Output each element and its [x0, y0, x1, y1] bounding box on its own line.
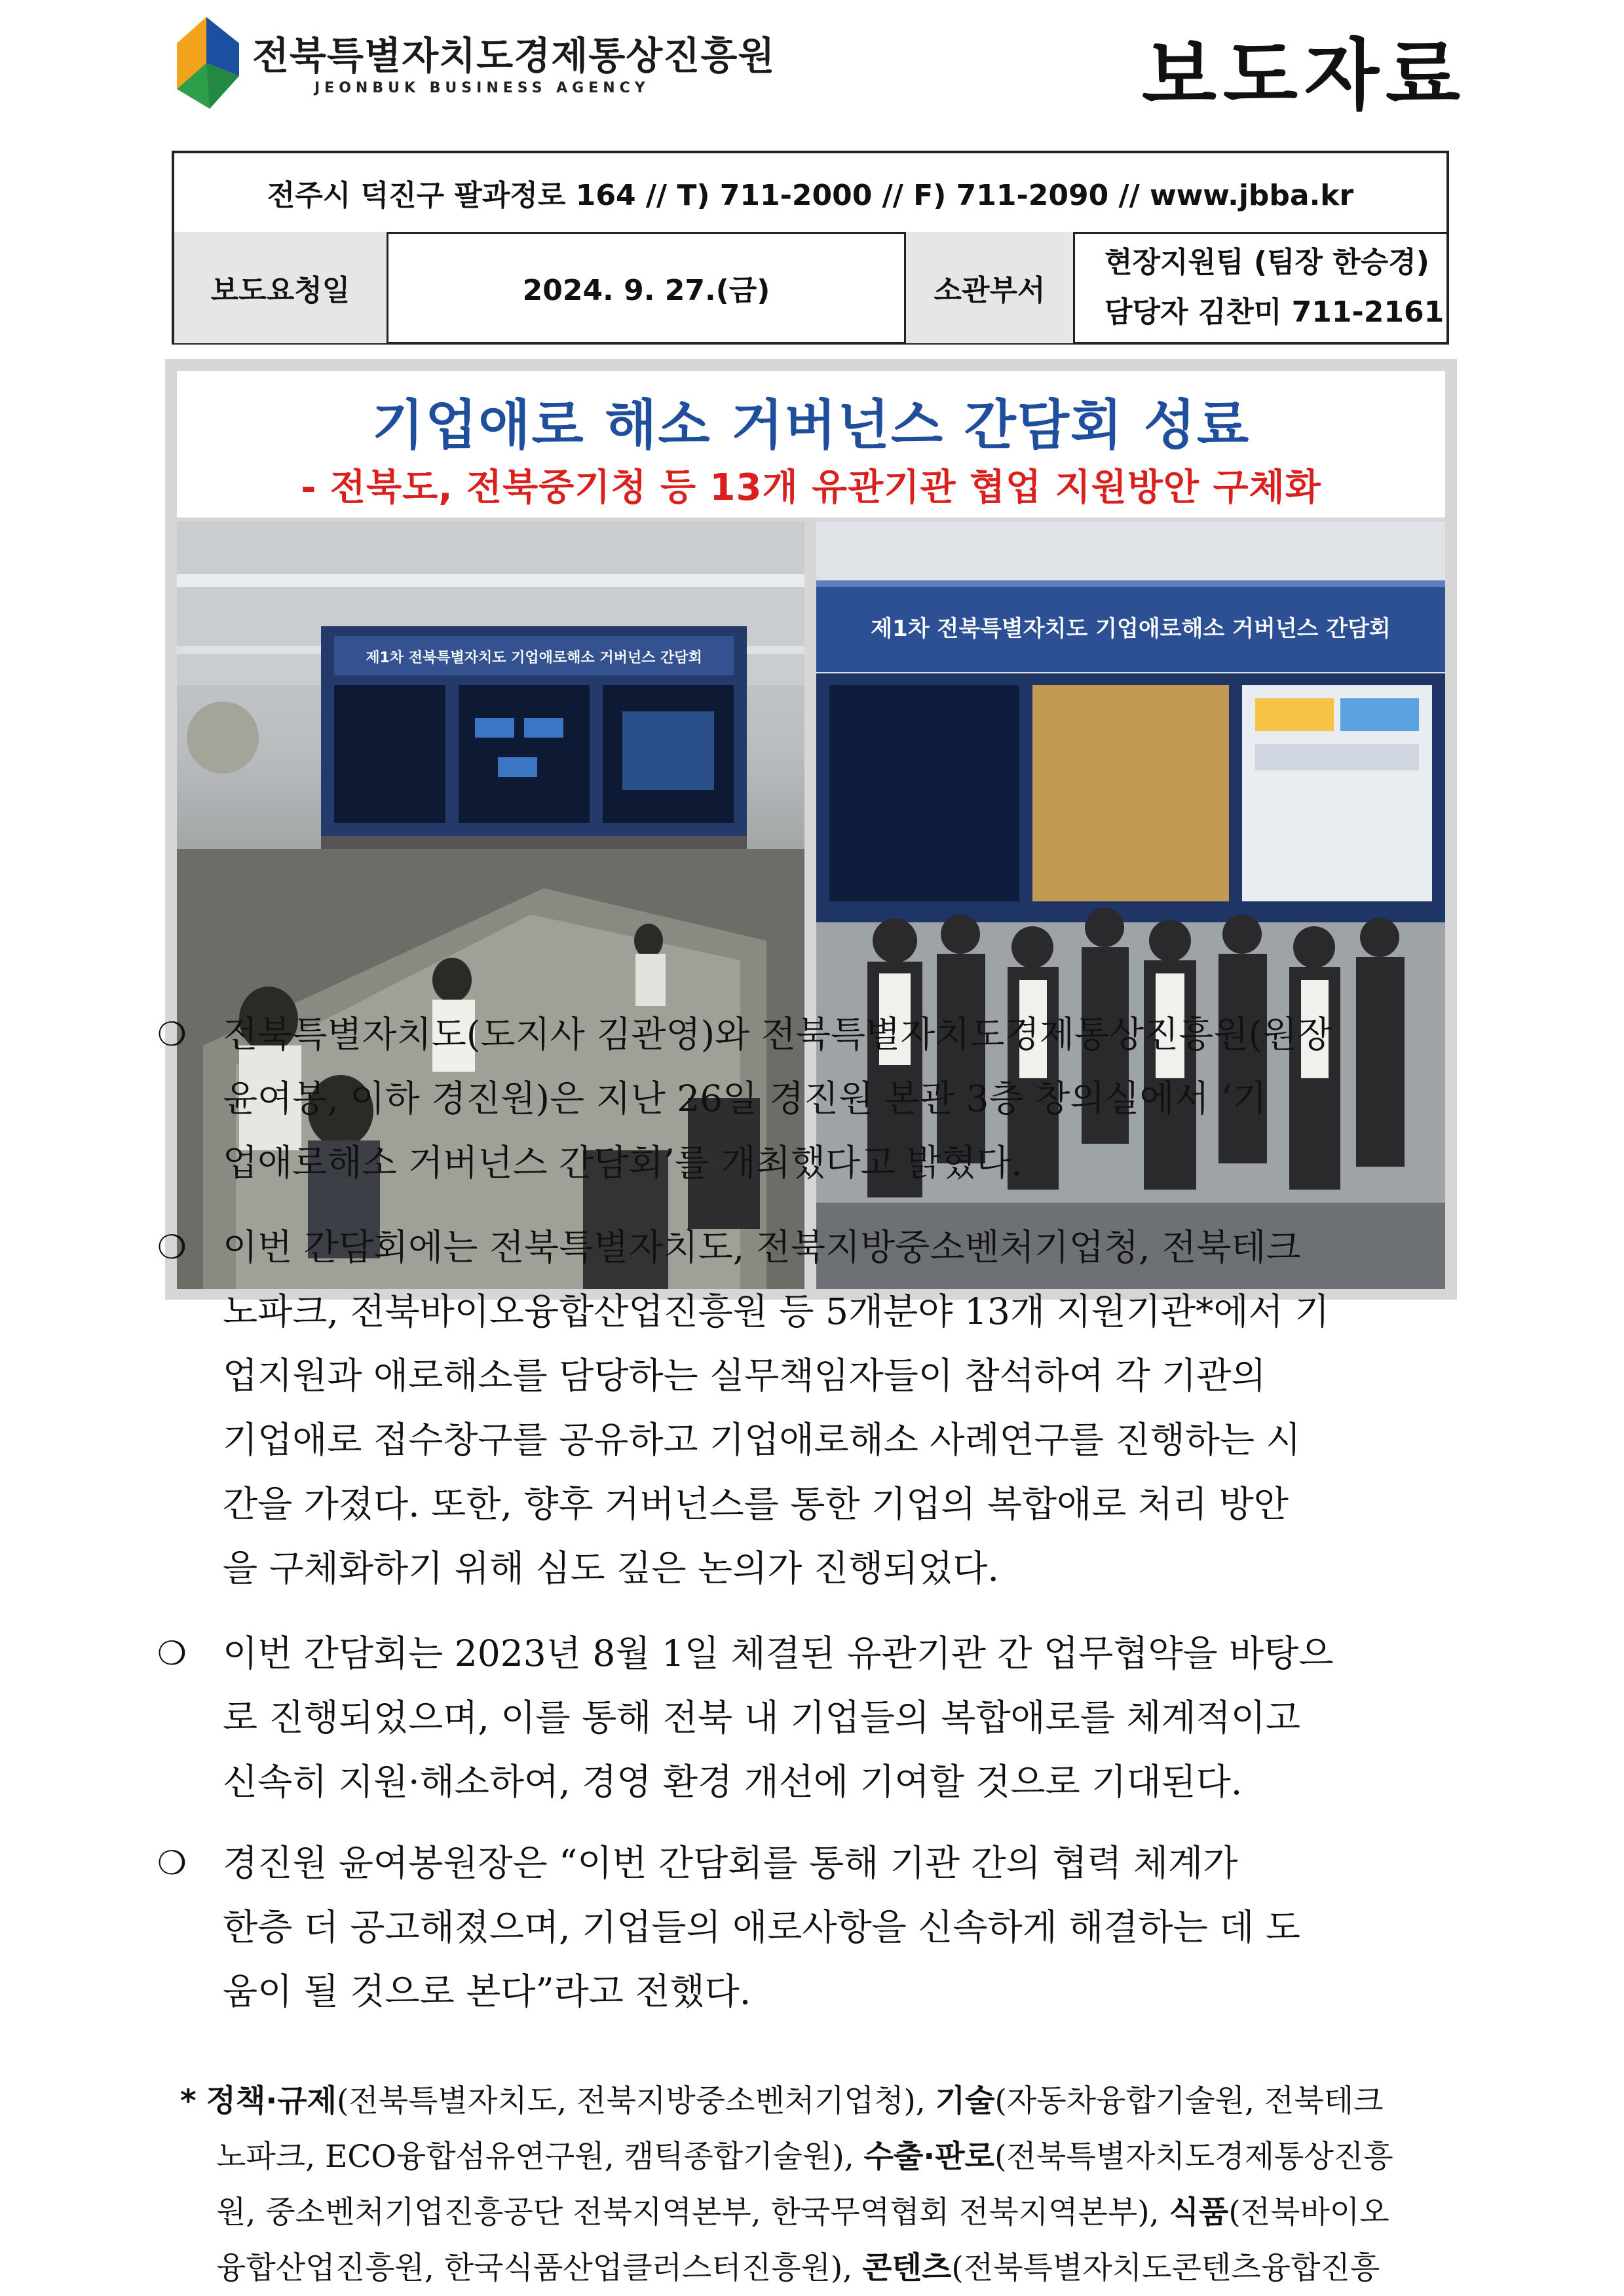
body-paragraph-4 [157, 1831, 1465, 2023]
body-paragraph-1 [157, 1002, 1465, 1195]
footnote-line-1 [180, 2073, 1471, 2129]
paragraph-line: 업지원과 애로해소를 담당하는 실무책임자들이 참석하여 각 기관의 [223, 1355, 1266, 1397]
org-logo [177, 4, 776, 115]
paragraph-line: 로 진행되었으며, 이를 통해 전북 내 기업들의 복합애로를 체계적이고 [223, 1697, 1300, 1739]
footnote-category: 식품 [1169, 2194, 1229, 2230]
paragraph-line: 간을 가졌다. 또한, 향후 거버넌스를 통한 기업의 복합애로 처리 방안 [223, 1483, 1289, 1525]
footnote-line-2 [180, 2129, 1471, 2185]
footnote-orgs: (전북특별자치도경제통상진흥 [994, 2139, 1393, 2175]
headline-inner [177, 371, 1445, 518]
headline-subtitle: - 전북도, 전북중기청 등 13개 유관기관 협업 지원방안 구체화 [301, 466, 1321, 509]
footnote [180, 2073, 1471, 2296]
footnote-orgs: (전북바이오 [1228, 2194, 1389, 2230]
department-label: 소관부서 [906, 232, 1075, 343]
org-logo-icon [177, 4, 242, 115]
department-info [1075, 232, 1446, 343]
body-paragraph-2 [157, 1215, 1465, 1600]
bullet-icon: ❍ [157, 1844, 187, 1882]
request-date: 2024. 9. 27.(금) [388, 232, 906, 343]
footnote-category: 수출·판로 [863, 2139, 995, 2175]
paragraph-line: 노파크, 전북바이오융합산업진흥원 등 5개분야 13개 지원기관*에서 기 [223, 1290, 1330, 1332]
paragraph-line: 기업애로 접수창구를 공유하고 기업애로해소 사례연구를 진행하는 시 [223, 1419, 1301, 1461]
footnote-mark: * [180, 2083, 197, 2119]
department-team: 현장지원팀 (팀장 한승경) [1105, 246, 1429, 279]
paragraph-line: 을 구체화하기 위해 심도 깊은 논의가 진행되었다. [223, 1547, 999, 1589]
paragraph-line: 신속히 지원·해소하여, 경영 환경 개선에 기여할 것으로 기대된다. [223, 1761, 1243, 1803]
document-type: 보도자료 [1142, 30, 1467, 121]
paragraph-line: 경진원 윤여봉원장은 “이번 간담회를 통해 기관 간의 협력 체계가 [223, 1842, 1238, 1884]
org-name-en: JEONBUK BUSINESS AGENCY [314, 80, 650, 96]
paragraph-line: 전북특별자치도(도지사 김관영)와 전북특별자치도경제통상진흥원(원장 [223, 1013, 1332, 1055]
footnote-category: 콘텐츠 [862, 2250, 952, 2286]
footnote-orgs: (전북특별자치도, 전북지방중소벤처기업청), [337, 2083, 935, 2119]
footnote-category: 기술 [935, 2083, 995, 2119]
body-paragraph-3 [157, 1621, 1465, 1814]
footnote-orgs: (전북특별자치도콘텐츠융합진흥 [951, 2250, 1380, 2286]
bullet-icon: ❍ [157, 1015, 187, 1053]
bullet-icon: ❍ [157, 1228, 187, 1266]
paragraph-line: 이번 간담회에는 전북특별자치도, 전북지방중소벤처기업청, 전북테크 [223, 1226, 1301, 1268]
paragraph-line: 이번 간담회는 2023년 8월 1일 체결된 유관기관 간 업무협약을 바탕으 [223, 1632, 1334, 1674]
meeting-screen-text: 제1차 전북특별자치도 기업애로해소 거버넌스 간담회 [366, 650, 702, 666]
footnote-orgs: 노파크, ECO융합섬유연구원, 캠틱종합기술원), [216, 2139, 864, 2175]
group-banner-text: 제1차 전북특별자치도 기업애로해소 거버넌스 간담회 [871, 616, 1391, 642]
request-date-label: 보도요청일 [174, 232, 388, 343]
footnote-category: 정책·규제 [206, 2083, 337, 2119]
info-table [172, 151, 1449, 345]
bullet-icon: ❍ [157, 1634, 187, 1672]
contact-line: 전주시 덕진구 팔과정로 164 // T) 711-2000 // F) 711-2090 // www.jbba.kr [174, 153, 1446, 234]
headline-title: 기업애로 해소 거버넌스 간담회 성료 [371, 394, 1251, 457]
footnote-orgs: (자동차융합기술원, 전북테크 [994, 2083, 1384, 2119]
department-contact: 담당자 김찬미 711-2161 [1105, 295, 1445, 329]
footnote-line-4 [180, 2240, 1471, 2296]
org-name: 전북특별자치도경제통상진흥원 [252, 33, 776, 78]
paragraph-line: 업애로해소 거버넌스 간담회’를 개최했다고 밝혔다. [223, 1142, 1023, 1184]
footnote-orgs: 융합산업진흥원, 한국식품산업클러스터진흥원), [216, 2250, 863, 2286]
footnote-orgs: 원, 중소벤처기업진흥공단 전북지역본부, 한국무역협회 전북지역본부), [216, 2194, 1169, 2230]
footnote-line-3 [180, 2185, 1471, 2240]
paragraph-line: 한층 더 공고해졌으며, 기업들의 애로사항을 신속하게 해결하는 데 도 [223, 1906, 1300, 1948]
paragraph-line: 움이 될 것으로 본다”라고 전했다. [223, 1970, 751, 2012]
paragraph-line: 윤여봉, 이하 경진원)은 지난 26일 경진원 본관 3층 창의실에서 ‘기 [223, 1078, 1267, 1120]
